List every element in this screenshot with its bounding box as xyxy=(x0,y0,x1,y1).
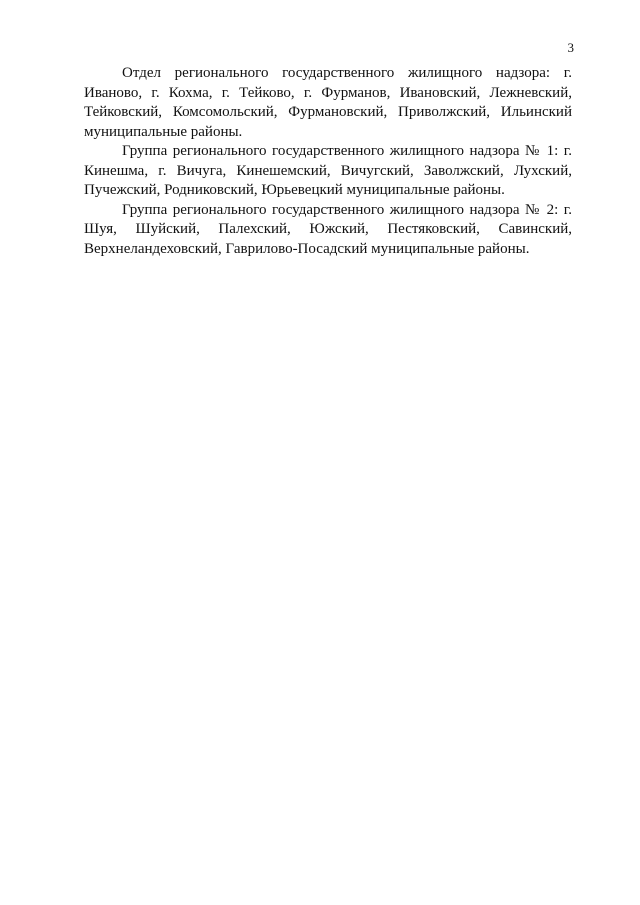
paragraph-department: Отдел регионального государственного жилищного надзора: г. Иваново, г. Кохма, г. Тейково, г. Фурманов, Ивановский, Лежневский, Тейковский, Комсомольский, Фурмановский, Приволжский, Ильинский муниципальные районы. xyxy=(84,65,572,140)
paragraph-group-2: Группа регионального государственного жилищного надзора № 2: г. Шуя, Шуйский, Палехский, Южский, Пестяковский, Савинский, Верхнеландеховский, Гаврилово-Посадский муниципальные районы. xyxy=(84,201,572,257)
page-number: 3 xyxy=(567,40,574,55)
paragraph-group-1: Группа регионального государственного жилищного надзора № 1: г. Кинешма, г. Вичуга, Кинешемский, Вичугский, Заволжский, Лухский, Пучежский, Родниковский, Юрьевецкий муниципальные районы. xyxy=(84,143,572,198)
document-body xyxy=(84,64,572,259)
